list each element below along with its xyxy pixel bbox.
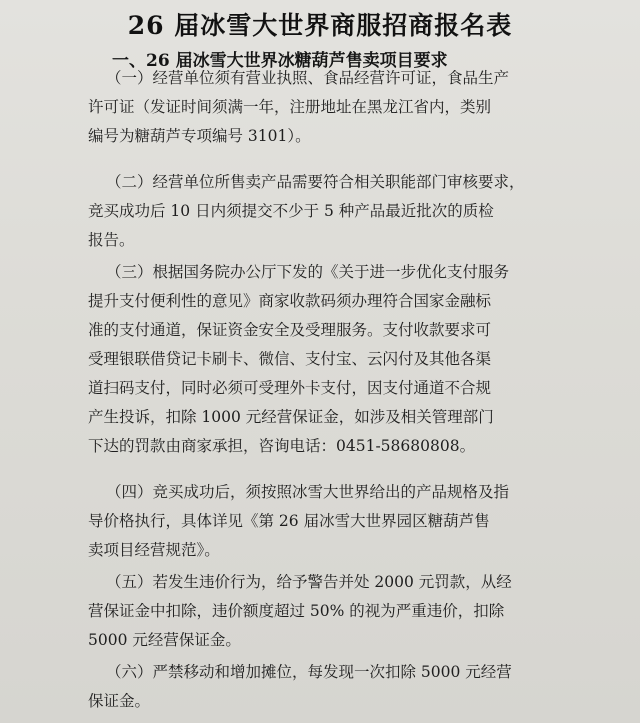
paragraph-5 bbox=[88, 568, 558, 655]
page-title: 26 届冰雪大世界商服招商报名表 bbox=[127, 11, 513, 40]
paragraph-line: 受理银联借贷记卡刷卡、微信、支付宝、云闪付及其他各渠 bbox=[88, 350, 492, 368]
paragraph-6 bbox=[88, 658, 558, 716]
paragraph-line: （三）根据国务院办公厅下发的《关于进一步优化支付服务 bbox=[106, 263, 510, 281]
paragraph-line: 营保证金中扣除，违价额度超过 50% 的视为严重违价，扣除 bbox=[88, 602, 505, 620]
paragraph-line: （五）若发生违价行为，给予警告并处 2000 元罚款，从经 bbox=[106, 573, 512, 591]
paragraph-line: 编号为糖葫芦专项编号 3101）。 bbox=[88, 127, 311, 145]
paragraph-line: 下达的罚款由商家承担，咨询电话：0451-58680808。 bbox=[88, 437, 476, 455]
paragraph-line: （六）严禁移动和增加摊位，每发现一次扣除 5000 元经营 bbox=[106, 663, 512, 681]
paragraph-line: 产生投诉，扣除 1000 元经营保证金，如涉及相关管理部门 bbox=[88, 408, 494, 426]
paragraph-line: 导价格执行，具体详见《第 26 届冰雪大世界园区糖葫芦售 bbox=[88, 512, 490, 530]
paragraph-line: 道扫码支付，同时必须可受理外卡支付，因支付通道不合规 bbox=[88, 379, 492, 397]
paragraph-line: 竞买成功后 10 日内须提交不少于 5 种产品最近批次的质检 bbox=[88, 202, 494, 220]
paragraph-line: 卖项目经营规范》。 bbox=[88, 541, 220, 559]
paragraph-1 bbox=[88, 64, 558, 151]
paragraph-2 bbox=[88, 168, 558, 255]
paragraph-line: （四）竞买成功后，须按照冰雪大世界给出的产品规格及指 bbox=[106, 483, 510, 501]
section-heading: 一、26 届冰雪大世界冰糖葫芦售卖项目要求 bbox=[112, 51, 448, 71]
paragraph-line: （一）经营单位须有营业执照、食品经营许可证，食品生产 bbox=[106, 69, 510, 87]
paragraph-line: 5000 元经营保证金。 bbox=[88, 631, 241, 649]
paragraph-line: 准的支付通道，保证资金安全及受理服务。支付收款要求可 bbox=[88, 321, 492, 339]
paragraph-line: 保证金。 bbox=[88, 692, 151, 710]
paragraph-3 bbox=[88, 258, 558, 461]
paragraph-line: 报告。 bbox=[88, 231, 135, 249]
paragraph-line: 提升支付便利性的意见》商家收款码须办理符合国家金融标 bbox=[88, 292, 492, 310]
paragraph-line: （二）经营单位所售卖产品需要符合相关职能部门审核要求， bbox=[106, 173, 525, 191]
paragraph-line: 许可证（发证时间须满一年，注册地址在黑龙江省内，类别 bbox=[88, 98, 492, 116]
paragraph-4 bbox=[88, 478, 558, 565]
